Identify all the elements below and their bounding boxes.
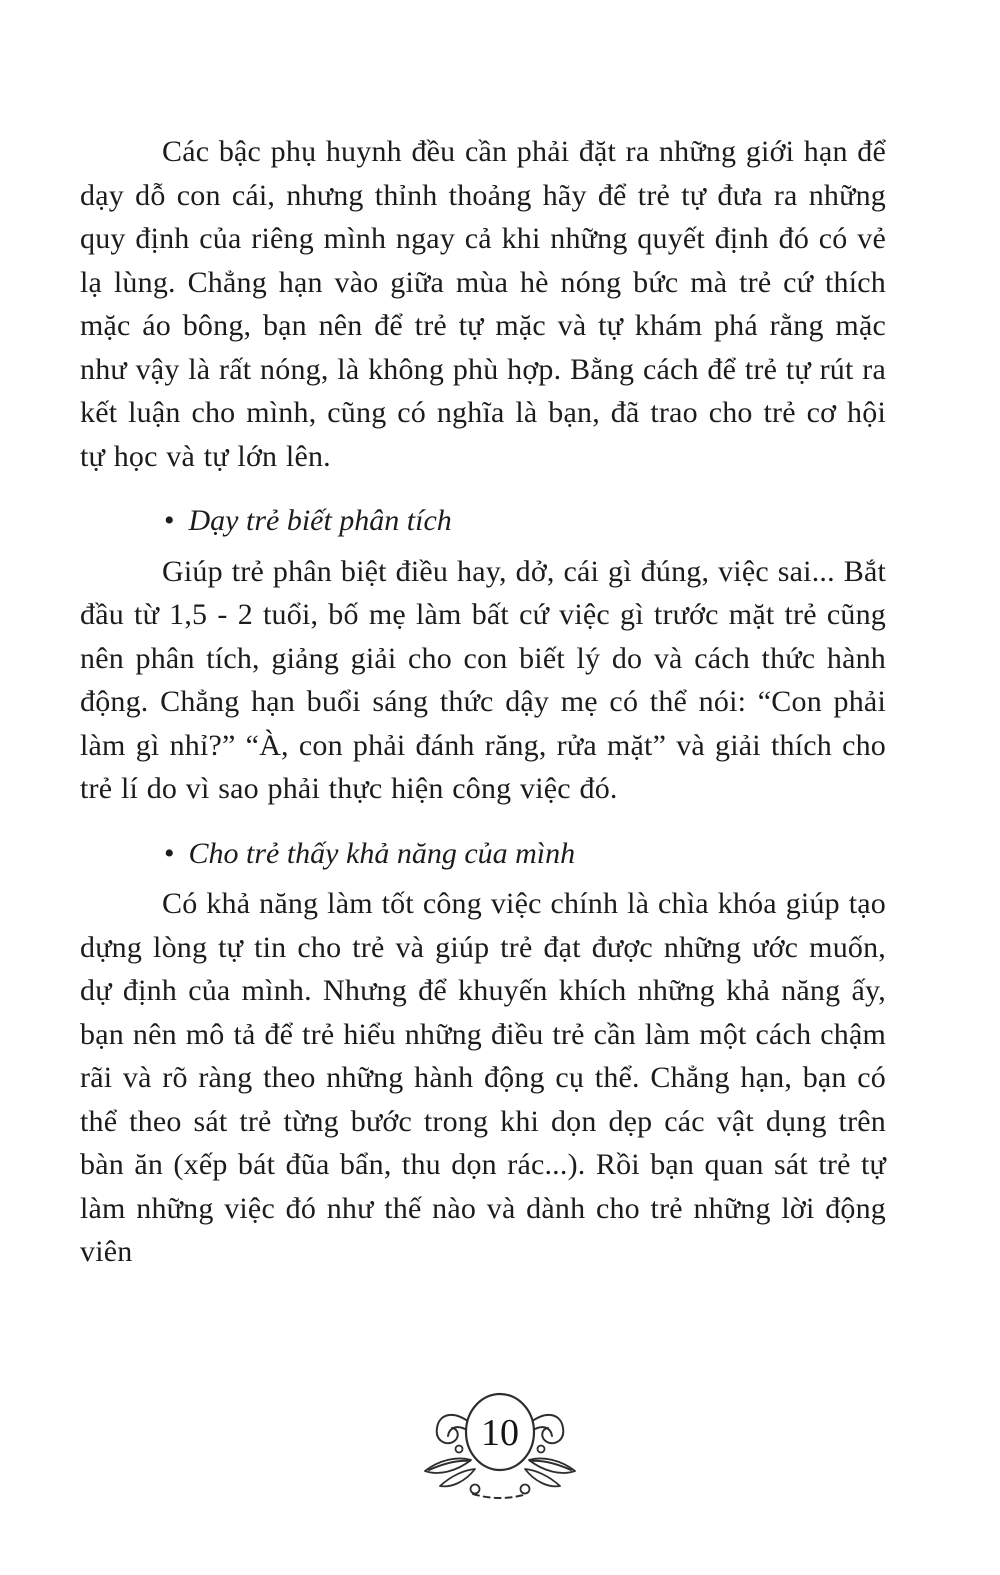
bullet-heading — [80, 499, 886, 543]
flourish-ornament-icon — [407, 1386, 593, 1506]
body-paragraph: Có khả năng làm tốt công việc chính là chìa khóa giúp tạo dựng lòng tự tin cho trẻ và giúp trẻ đạt được những ước muốn, dự định của mình. Nhưng để khuyến khích những khả năng ấy, bạn nên mô tả để trẻ hiểu những điều trẻ cần làm một cách chậm rãi và rõ ràng theo những hành động cụ thể. Chẳng hạn, bạn có thể theo sát trẻ từng bước trong khi dọn dẹp các vật dụng trên bàn ăn (xếp bát đũa bẩn, thu dọn rác...). Rồi bạn quan sát trẻ tự làm những việc đó như thế nào và dành cho trẻ những lời động viên — [80, 887, 886, 1268]
bullet-icon: • — [164, 836, 175, 870]
body-paragraph: Các bậc phụ huynh đều cần phải đặt ra những giới hạn để dạy dỗ con cái, nhưng thỉnh thoảng hãy để trẻ tự đưa ra những quy định của riêng mình ngay cả khi những quyết định đó có vẻ lạ lùng. Chẳng hạn vào giữa mùa hè nóng bức mà trẻ cứ thích mặc áo bông, bạn nên để trẻ tự mặc và tự khám phá rằng mặc như vậy là rất nóng, là không phù hợp. Bằng cách để trẻ tự rút ra kết luận cho mình, cũng có nghĩa là bạn, đã trao cho trẻ cơ hội tự học và tự lớn lên. — [80, 135, 886, 473]
bullet-heading — [80, 832, 886, 876]
page-number-ornament — [407, 1386, 593, 1506]
bullet-heading-label: Cho trẻ thấy khả năng của mình — [188, 836, 576, 870]
page-number: 10 — [481, 1412, 519, 1454]
bullet-heading-label: Dạy trẻ biết phân tích — [188, 504, 452, 537]
text-block — [80, 130, 886, 1274]
bullet-icon: • — [164, 504, 175, 537]
body-paragraph: Giúp trẻ phân biệt điều hay, dở, cái gì đúng, việc sai... Bắt đầu từ 1,5 - 2 tuổi, bố mẹ làm bất cứ việc gì trước mặt trẻ cũng nên phân tích, giảng giải cho con biết lý do và cách thức hành động. Chẳng hạn buổi sáng thức dậy mẹ có thể nói: “Con phải làm gì nhỉ?” “À, con phải đánh răng, rửa mặt” và giải thích cho trẻ lí do vì sao phải thực hiện công việc đó. — [80, 554, 886, 805]
